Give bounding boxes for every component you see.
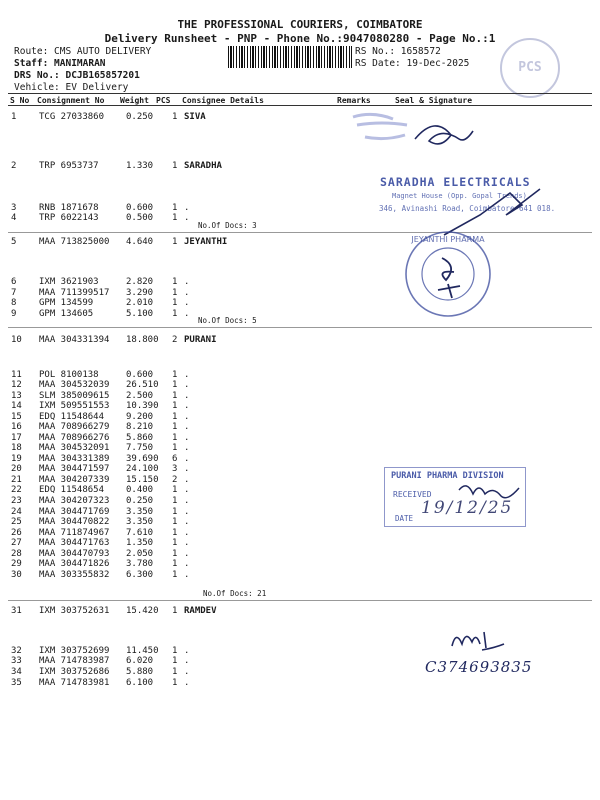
row-consignee: . xyxy=(184,277,190,287)
row-weight: 2.820 xyxy=(126,277,154,287)
row-weight: 5.100 xyxy=(126,309,154,319)
row-pcs: 1 xyxy=(172,213,178,223)
row-consignment: MAA 304207339 xyxy=(39,475,110,485)
row-consignee: . xyxy=(184,454,190,464)
row-pcs: 1 xyxy=(172,391,178,401)
route-label: Route: CMS AUTO DELIVERY xyxy=(14,46,152,57)
barcode-image xyxy=(228,46,352,68)
row-pcs: 1 xyxy=(172,496,178,506)
row-pcs: 1 xyxy=(172,678,178,688)
row-consignee: . xyxy=(184,485,190,495)
row-consignment: MAA 711874967 xyxy=(39,528,110,538)
row-consignment: MAA 304207323 xyxy=(39,496,110,506)
row-sno: 28 xyxy=(11,549,22,559)
doc-count-label: No.Of Docs: 21 xyxy=(203,589,267,598)
purani-date-value: 19/12/25 xyxy=(421,498,514,518)
corner-stamp-text: PCS xyxy=(518,60,542,75)
purani-date-label: DATE xyxy=(395,514,414,523)
row-weight: 3.350 xyxy=(126,517,154,527)
row-pcs: 1 xyxy=(172,606,178,616)
staff-label: Staff: MANIMARAN xyxy=(14,58,106,69)
row-pcs: 1 xyxy=(172,277,178,287)
row-consignee: . xyxy=(184,475,190,485)
row-pcs: 1 xyxy=(172,401,178,411)
jeyanthi-seal-text: JEYANTHI PHARMA xyxy=(411,235,485,244)
rs-number: RS No.: 1658572 xyxy=(355,46,441,57)
row-consignee: . xyxy=(184,646,190,656)
row-consignee: . xyxy=(184,559,190,569)
row-weight: 39.690 xyxy=(126,454,159,464)
row-consignee: . xyxy=(184,422,190,432)
page-title: THE PROFESSIONAL COURIERS, COIMBATORE xyxy=(177,18,423,31)
row-sno: 22 xyxy=(11,485,22,495)
row-pcs: 1 xyxy=(172,443,178,453)
row-weight: 0.250 xyxy=(126,496,154,506)
row-weight: 7.750 xyxy=(126,443,154,453)
row-sno: 6 xyxy=(11,277,17,287)
row-weight: 6.300 xyxy=(126,570,154,580)
row-pcs: 1 xyxy=(172,549,178,559)
row-consignee: . xyxy=(184,309,190,319)
col-weight: Weight xyxy=(120,96,149,105)
row-sno: 5 xyxy=(11,237,17,247)
row-consignment: MAA 304532091 xyxy=(39,443,110,453)
row-weight: 4.640 xyxy=(126,237,154,247)
row-sno: 24 xyxy=(11,507,22,517)
row-consignee: . xyxy=(184,433,190,443)
row-sno: 16 xyxy=(11,422,22,432)
col-remarks: Remarks xyxy=(337,96,371,105)
row-pcs: 1 xyxy=(172,422,178,432)
row-sno: 26 xyxy=(11,528,22,538)
row-pcs: 1 xyxy=(172,370,178,380)
row-consignee: . xyxy=(184,380,190,390)
row-pcs: 1 xyxy=(172,538,178,548)
row-weight: 2.500 xyxy=(126,391,154,401)
row-sno: 27 xyxy=(11,538,22,548)
row-weight: 3.780 xyxy=(126,559,154,569)
row-consignment: MAA 713825000 xyxy=(39,237,110,247)
col-consignee: Consignee Details xyxy=(182,96,264,105)
corner-stamp xyxy=(500,38,560,98)
row-weight: 1.350 xyxy=(126,538,154,548)
handwritten-code: C374693835 xyxy=(425,658,533,676)
row-consignee: JEYANTHI xyxy=(184,237,228,247)
row-sno: 32 xyxy=(11,646,22,656)
row-consignment: MAA 304471597 xyxy=(39,464,110,474)
row-consignee: . xyxy=(184,203,190,213)
group-rule xyxy=(8,600,592,601)
row-consignee: RAMDEV xyxy=(184,606,217,616)
purani-stamp-title: PURANI PHARMA DIVISION xyxy=(391,471,504,481)
row-sno: 2 xyxy=(11,161,17,171)
row-pcs: 1 xyxy=(172,288,178,298)
row-sno: 19 xyxy=(11,454,22,464)
row-pcs: 1 xyxy=(172,412,178,422)
doc-count-label: No.Of Docs: 5 xyxy=(198,316,257,325)
rs-date: RS Date: 19-Dec-2025 xyxy=(355,58,470,69)
row-sno: 1 xyxy=(11,112,17,122)
col-pcs: PCS xyxy=(156,96,171,105)
row-consignee: . xyxy=(184,656,190,666)
row-pcs: 1 xyxy=(172,203,178,213)
row-weight: 2.010 xyxy=(126,298,154,308)
row-sno: 11 xyxy=(11,370,22,380)
row-sno: 33 xyxy=(11,656,22,666)
row-pcs: 1 xyxy=(172,646,178,656)
jeyanthi-seal xyxy=(398,228,498,320)
row-sno: 13 xyxy=(11,391,22,401)
row-consignee: . xyxy=(184,391,190,401)
row-consignment: MAA 304471769 xyxy=(39,507,110,517)
row-consignment: MAA 304470793 xyxy=(39,549,110,559)
row-consignee: . xyxy=(184,570,190,580)
row-pcs: 1 xyxy=(172,570,178,580)
row-consignee: . xyxy=(184,464,190,474)
row-pcs: 2 xyxy=(172,335,178,345)
row-consignee: . xyxy=(184,213,190,223)
row-consignment: MAA 304331394 xyxy=(39,335,110,345)
row-consignment: IXM 509551553 xyxy=(39,401,110,411)
row-sno: 10 xyxy=(11,335,22,345)
signature-siva xyxy=(345,105,485,155)
row-consignee: SARADHA xyxy=(184,161,222,171)
row-consignment: SLM 385009615 xyxy=(39,391,110,401)
row-weight: 0.600 xyxy=(126,203,154,213)
row-pcs: 1 xyxy=(172,237,178,247)
drs-number: DRS No.: DCJB165857201 xyxy=(14,70,140,81)
col-seal: Seal & Signature xyxy=(395,96,473,105)
row-pcs: 1 xyxy=(172,161,178,171)
row-sno: 3 xyxy=(11,203,17,213)
row-pcs: 1 xyxy=(172,517,178,527)
row-consignment: POL 8100138 xyxy=(39,370,99,380)
row-sno: 21 xyxy=(11,475,22,485)
header-rule-bottom xyxy=(8,105,592,106)
purani-received-label: RECEIVED xyxy=(393,490,432,499)
row-consignee: . xyxy=(184,401,190,411)
row-weight: 26.510 xyxy=(126,380,159,390)
row-consignee: . xyxy=(184,298,190,308)
row-weight: 3.290 xyxy=(126,288,154,298)
row-consignee: SIVA xyxy=(184,112,206,122)
row-pcs: 1 xyxy=(172,656,178,666)
signature-purani xyxy=(455,478,525,500)
row-consignment: MAA 714783981 xyxy=(39,678,110,688)
row-weight: 0.400 xyxy=(126,485,154,495)
row-weight: 5.880 xyxy=(126,667,154,677)
row-sno: 7 xyxy=(11,288,17,298)
row-sno: 12 xyxy=(11,380,22,390)
row-consignment: MAA 304471826 xyxy=(39,559,110,569)
row-consignee: . xyxy=(184,528,190,538)
row-pcs: 1 xyxy=(172,380,178,390)
row-consignment: IXM 303752631 xyxy=(39,606,110,616)
col-consignment: Consignment No xyxy=(37,96,105,105)
row-consignment: EDQ 11548654 xyxy=(39,485,105,495)
row-weight: 2.050 xyxy=(126,549,154,559)
col-sno: S No xyxy=(10,96,30,105)
row-pcs: 1 xyxy=(172,433,178,443)
row-consignment: MAA 708966276 xyxy=(39,433,110,443)
row-weight: 3.350 xyxy=(126,507,154,517)
row-weight: 15.150 xyxy=(126,475,159,485)
row-pcs: 1 xyxy=(172,528,178,538)
row-weight: 8.210 xyxy=(126,422,154,432)
row-consignee: . xyxy=(184,538,190,548)
row-weight: 0.600 xyxy=(126,370,154,380)
row-consignee: . xyxy=(184,667,190,677)
row-consignment: GPM 134599 xyxy=(39,298,94,308)
row-consignment: MAA 304471763 xyxy=(39,538,110,548)
row-sno: 15 xyxy=(11,412,22,422)
row-sno: 25 xyxy=(11,517,22,527)
header-rule-top xyxy=(8,93,592,94)
row-consignee: . xyxy=(184,507,190,517)
row-sno: 9 xyxy=(11,309,17,319)
row-weight: 18.800 xyxy=(126,335,159,345)
row-weight: 9.200 xyxy=(126,412,154,422)
group-rule xyxy=(8,327,592,328)
saradha-stamp-address1: Magnet House (Opp. Gopal Trends) xyxy=(392,192,527,200)
row-pcs: 1 xyxy=(172,559,178,569)
row-consignment: MAA 304532039 xyxy=(39,380,110,390)
row-consignee: PURANI xyxy=(184,335,217,345)
row-consignment: TRP 6953737 xyxy=(39,161,99,171)
saradha-stamp-address2: 346, Avinashi Road, Coimbatore-641 018. xyxy=(379,204,556,213)
row-consignment: GPM 134605 xyxy=(39,309,94,319)
row-sno: 35 xyxy=(11,678,22,688)
row-consignment: MAA 711399517 xyxy=(39,288,110,298)
row-consignment: IXM 303752699 xyxy=(39,646,110,656)
row-consignment: IXM 303752686 xyxy=(39,667,110,677)
row-weight: 15.420 xyxy=(126,606,159,616)
row-pcs: 1 xyxy=(172,112,178,122)
row-sno: 20 xyxy=(11,464,22,474)
row-consignee: . xyxy=(184,496,190,506)
row-consignment: MAA 304331389 xyxy=(39,454,110,464)
row-weight: 6.020 xyxy=(126,656,154,666)
vehicle-label: Vehicle: EV Delivery xyxy=(14,82,129,93)
row-sno: 34 xyxy=(11,667,22,677)
row-consignee: . xyxy=(184,443,190,453)
row-consignment: EDQ 11548644 xyxy=(39,412,105,422)
doc-count-label: No.Of Docs: 3 xyxy=(198,221,257,230)
row-weight: 1.330 xyxy=(126,161,154,171)
row-weight: 6.100 xyxy=(126,678,154,688)
row-weight: 7.610 xyxy=(126,528,154,538)
row-sno: 4 xyxy=(11,213,17,223)
row-consignment: IXM 3621903 xyxy=(39,277,99,287)
row-pcs: 1 xyxy=(172,667,178,677)
row-consignment: MAA 714783987 xyxy=(39,656,110,666)
row-consignee: . xyxy=(184,517,190,527)
row-sno: 30 xyxy=(11,570,22,580)
row-consignment: TRP 6022143 xyxy=(39,213,99,223)
row-consignment: MAA 304470822 xyxy=(39,517,110,527)
row-consignment: TCG 27033860 xyxy=(39,112,105,122)
runsheet-subtitle: Delivery Runsheet - PNP - Phone No.:9047080280 - Page No.:1 xyxy=(104,32,496,45)
row-consignee: . xyxy=(184,288,190,298)
row-pcs: 1 xyxy=(172,298,178,308)
row-sno: 23 xyxy=(11,496,22,506)
row-consignment: MAA 708966279 xyxy=(39,422,110,432)
saradha-stamp-title: SARADHA ELECTRICALS xyxy=(380,175,531,189)
row-consignment: RNB 1871678 xyxy=(39,203,99,213)
row-consignee: . xyxy=(184,412,190,422)
row-consignee: . xyxy=(184,549,190,559)
row-pcs: 1 xyxy=(172,485,178,495)
row-weight: 10.390 xyxy=(126,401,159,411)
row-pcs: 1 xyxy=(172,507,178,517)
row-sno: 18 xyxy=(11,443,22,453)
row-pcs: 3 xyxy=(172,464,178,474)
row-consignee: . xyxy=(184,678,190,688)
row-consignment: MAA 303355832 xyxy=(39,570,110,580)
row-sno: 17 xyxy=(11,433,22,443)
row-weight: 11.450 xyxy=(126,646,159,656)
signature-ramdev xyxy=(448,624,508,654)
row-weight: 0.250 xyxy=(126,112,154,122)
row-sno: 31 xyxy=(11,606,22,616)
row-pcs: 6 xyxy=(172,454,178,464)
row-sno: 29 xyxy=(11,559,22,569)
row-sno: 14 xyxy=(11,401,22,411)
row-consignee: . xyxy=(184,370,190,380)
row-pcs: 1 xyxy=(172,309,178,319)
row-sno: 8 xyxy=(11,298,17,308)
row-pcs: 2 xyxy=(172,475,178,485)
row-weight: 24.100 xyxy=(126,464,159,474)
row-weight: 5.860 xyxy=(126,433,154,443)
row-weight: 0.500 xyxy=(126,213,154,223)
